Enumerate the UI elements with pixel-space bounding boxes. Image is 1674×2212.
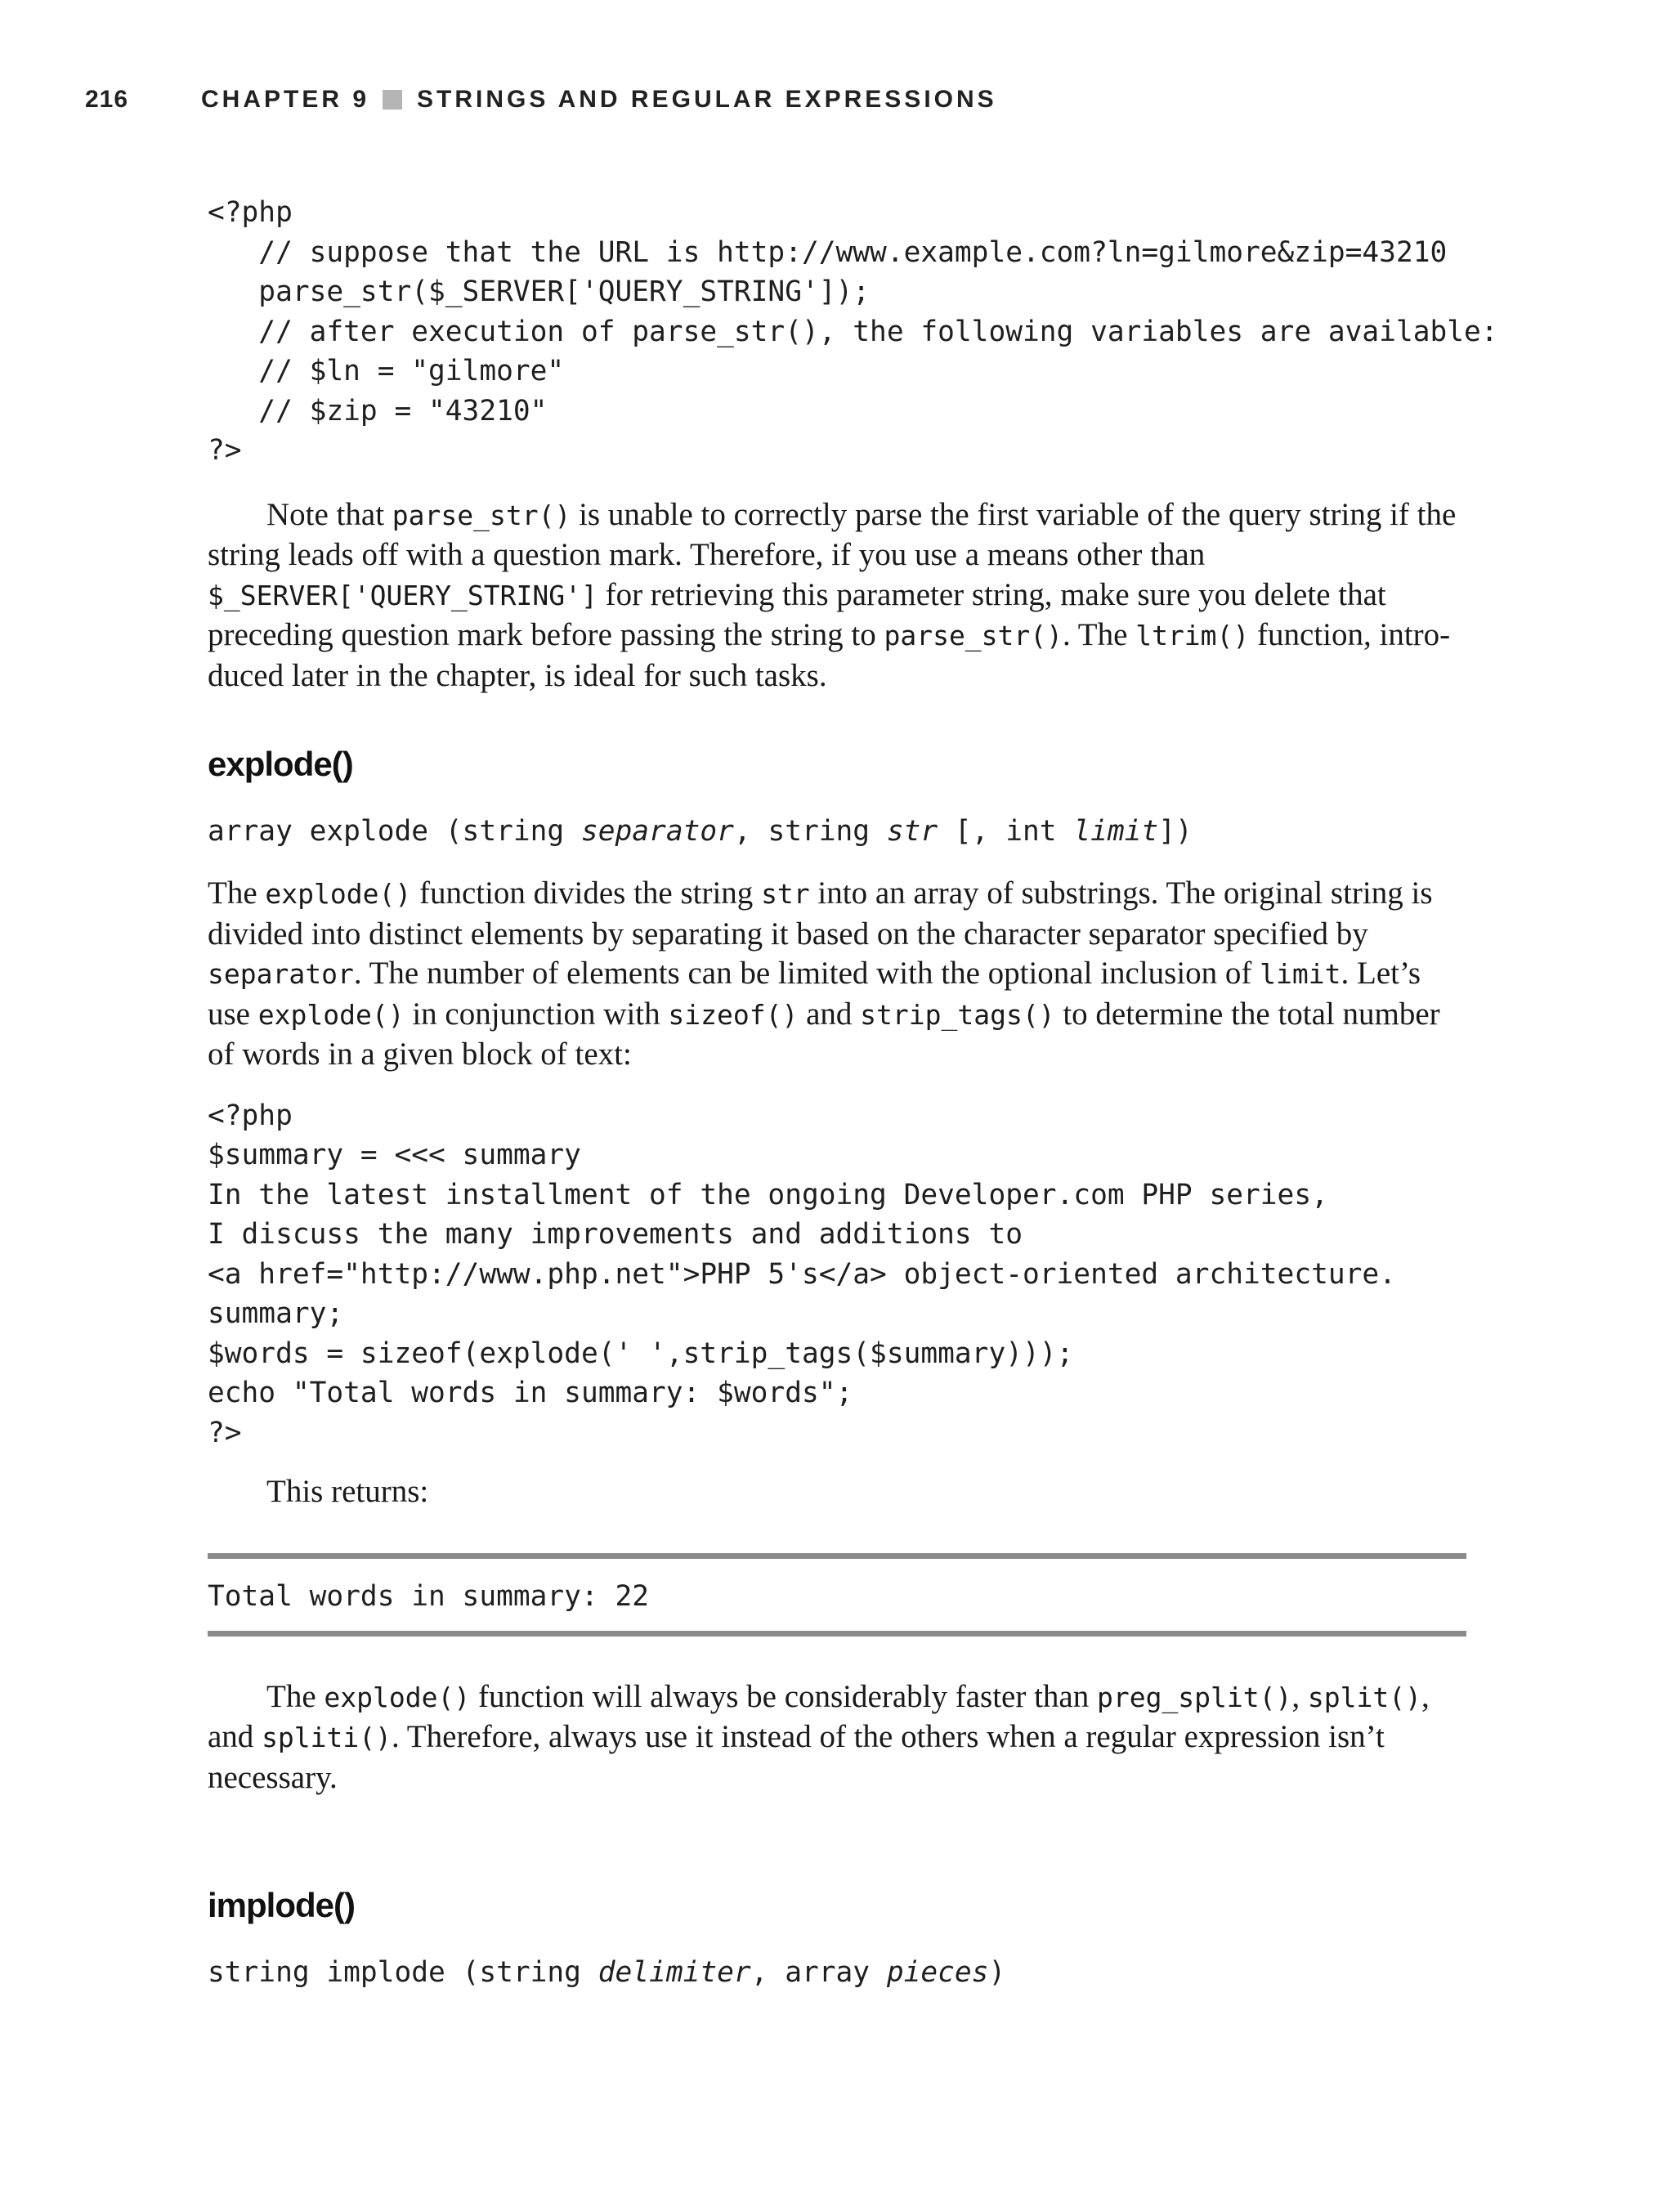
chapter-title: STRINGS AND REGULAR EXPRESSIONS bbox=[417, 86, 997, 113]
page-content bbox=[208, 193, 1498, 1992]
output-box bbox=[208, 1553, 1466, 1637]
function-signature-explode: array explode (string separator, string str [, int limit]) bbox=[208, 815, 1193, 848]
page-number: 216 bbox=[85, 86, 129, 113]
code-block-explode-example: <?php $summary = <<< summary In the latest installment of the ongoing Developer.com PHP series, I discuss the many improvements and additions to <a href="http://www.php.net">PHP 5's</a> object-oriented architecture. summary; $words = sizeof(explode(' ',strip_tags($summary))); echo "Total words in summary: $words"; ?> bbox=[208, 1099, 1396, 1449]
section-heading-implode: implode() bbox=[208, 1886, 355, 1924]
chapter-label: CHAPTER 9 bbox=[201, 86, 370, 113]
code-block-parse-str: <?php // suppose that the URL is http://www.example.com?ln=gilmore&zip=43210 parse_str($_SERVER['QUERY_STRING']); // after execution of parse_str(), the following variables are available: // $ln = "gilmore" // $zip = "43210" ?> bbox=[208, 196, 1498, 467]
paragraph-parse-str-note: Note that parse_str() is unable to correctly parse the first variable of the query string if the string leads off with a question mark. Therefore, if you use a means other than $_SERVER['QUERY_STRING'] for retrieving this parameter string, make sure you delete that preceding question mark before passing the string to parse_str(). The ltrim() function, intro-duced later in the chapter, is ideal for such tasks. bbox=[208, 496, 1457, 693]
output-text: Total words in summary: 22 bbox=[208, 1579, 650, 1613]
returns-label: This returns: bbox=[266, 1474, 429, 1509]
section-heading-explode: explode() bbox=[208, 745, 353, 783]
paragraph-explode-description: The explode() function divides the string str into an array of substrings. The original string is divided into distinct elements by separating it based on the character separator specified by separator. The number of elements can be limited with the optional inclusion of limit. Let’s use explode() in conjunction with sizeof() and strip_tags() to determine the total number of words in a given block of text: bbox=[208, 875, 1440, 1072]
function-signature-implode: string implode (string delimiter, array pieces) bbox=[208, 1956, 1006, 1989]
header-separator-square bbox=[383, 90, 402, 110]
paragraph-explode-performance: The explode() function will always be considerably faster than preg_split(), split(), and spliti(). Therefore, always use it instead of the others when a regular expression isn’t necessary. bbox=[208, 1678, 1430, 1795]
running-header bbox=[85, 82, 997, 118]
